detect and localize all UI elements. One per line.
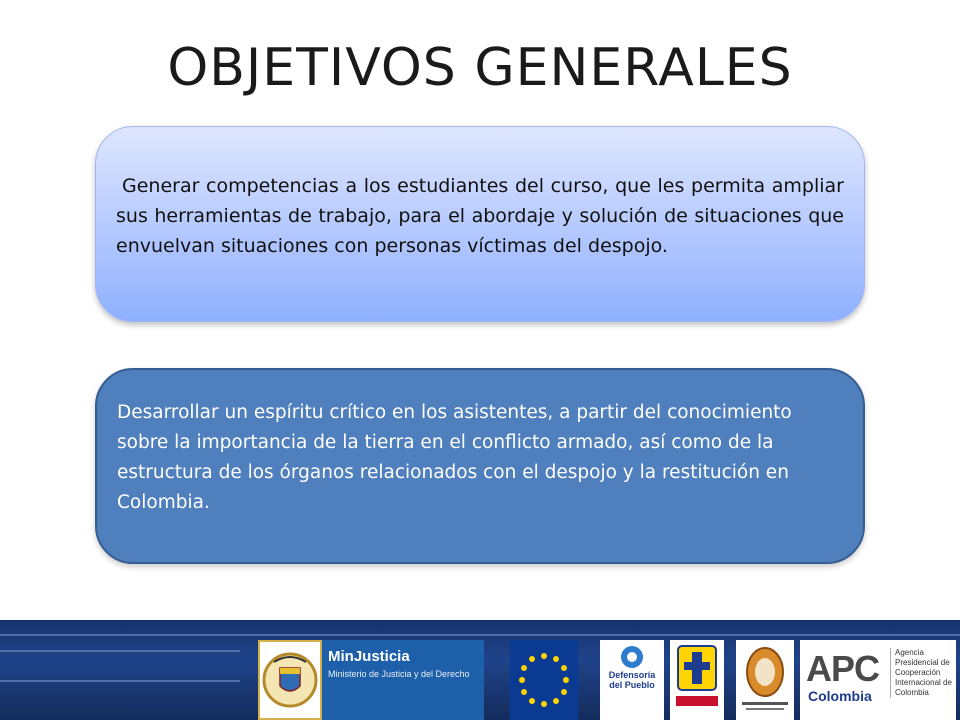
footer-streak: [0, 650, 240, 652]
minjusticia-name: MinJusticia: [328, 648, 410, 665]
apc-description: Agencia Presidencial de Cooperación Internacional de Colombia: [890, 648, 956, 698]
slide-title: OBJETIVOS GENERALES: [167, 38, 793, 98]
eu-stars-icon: [510, 640, 578, 720]
defensoria-emblem-icon: [612, 644, 652, 670]
objective-box-2: [95, 368, 865, 564]
apc-name: APC: [806, 648, 880, 689]
universidad-san-buenaventura-logo: [736, 640, 794, 720]
apc-country: Colombia: [808, 688, 872, 704]
minjusticia-logo: [322, 640, 484, 720]
fiscalia-emblem-icon: [670, 640, 724, 720]
footer-streak: [0, 634, 960, 636]
fiscalia-logo: [670, 640, 724, 720]
coat-of-arms-icon: [260, 642, 320, 718]
defensoria-line1: Defensoría: [608, 670, 656, 680]
minjusticia-subtitle: Ministerio de Justicia y del Derecho: [328, 669, 470, 679]
university-seal-icon: [736, 640, 794, 720]
footer-banner: [0, 620, 960, 720]
objective-text-1: Generar competencias a los estudiantes del curso, que les permita ampliar sus herramientas de trabajo, para el abordaje y solución de situaciones que envuelvan situaciones con personas víctimas del despojo.: [116, 175, 844, 257]
apc-colombia-logo: [800, 640, 956, 720]
european-union-logo: [510, 640, 578, 720]
objective-text-2: Desarrollar un espíritu crítico en los asistentes, a partir del conocimiento sobre la importancia de la tierra en el conflicto armado, así como de la estructura de los órganos relacionados con el despojo y la restitución en Colombia.: [117, 402, 792, 513]
colombia-coat-of-arms-logo: [258, 640, 322, 720]
objective-box-1: [95, 126, 865, 322]
defensoria-line2: del Pueblo: [609, 680, 655, 690]
footer-streak: [0, 680, 240, 682]
defensoria-logo: [600, 640, 664, 720]
